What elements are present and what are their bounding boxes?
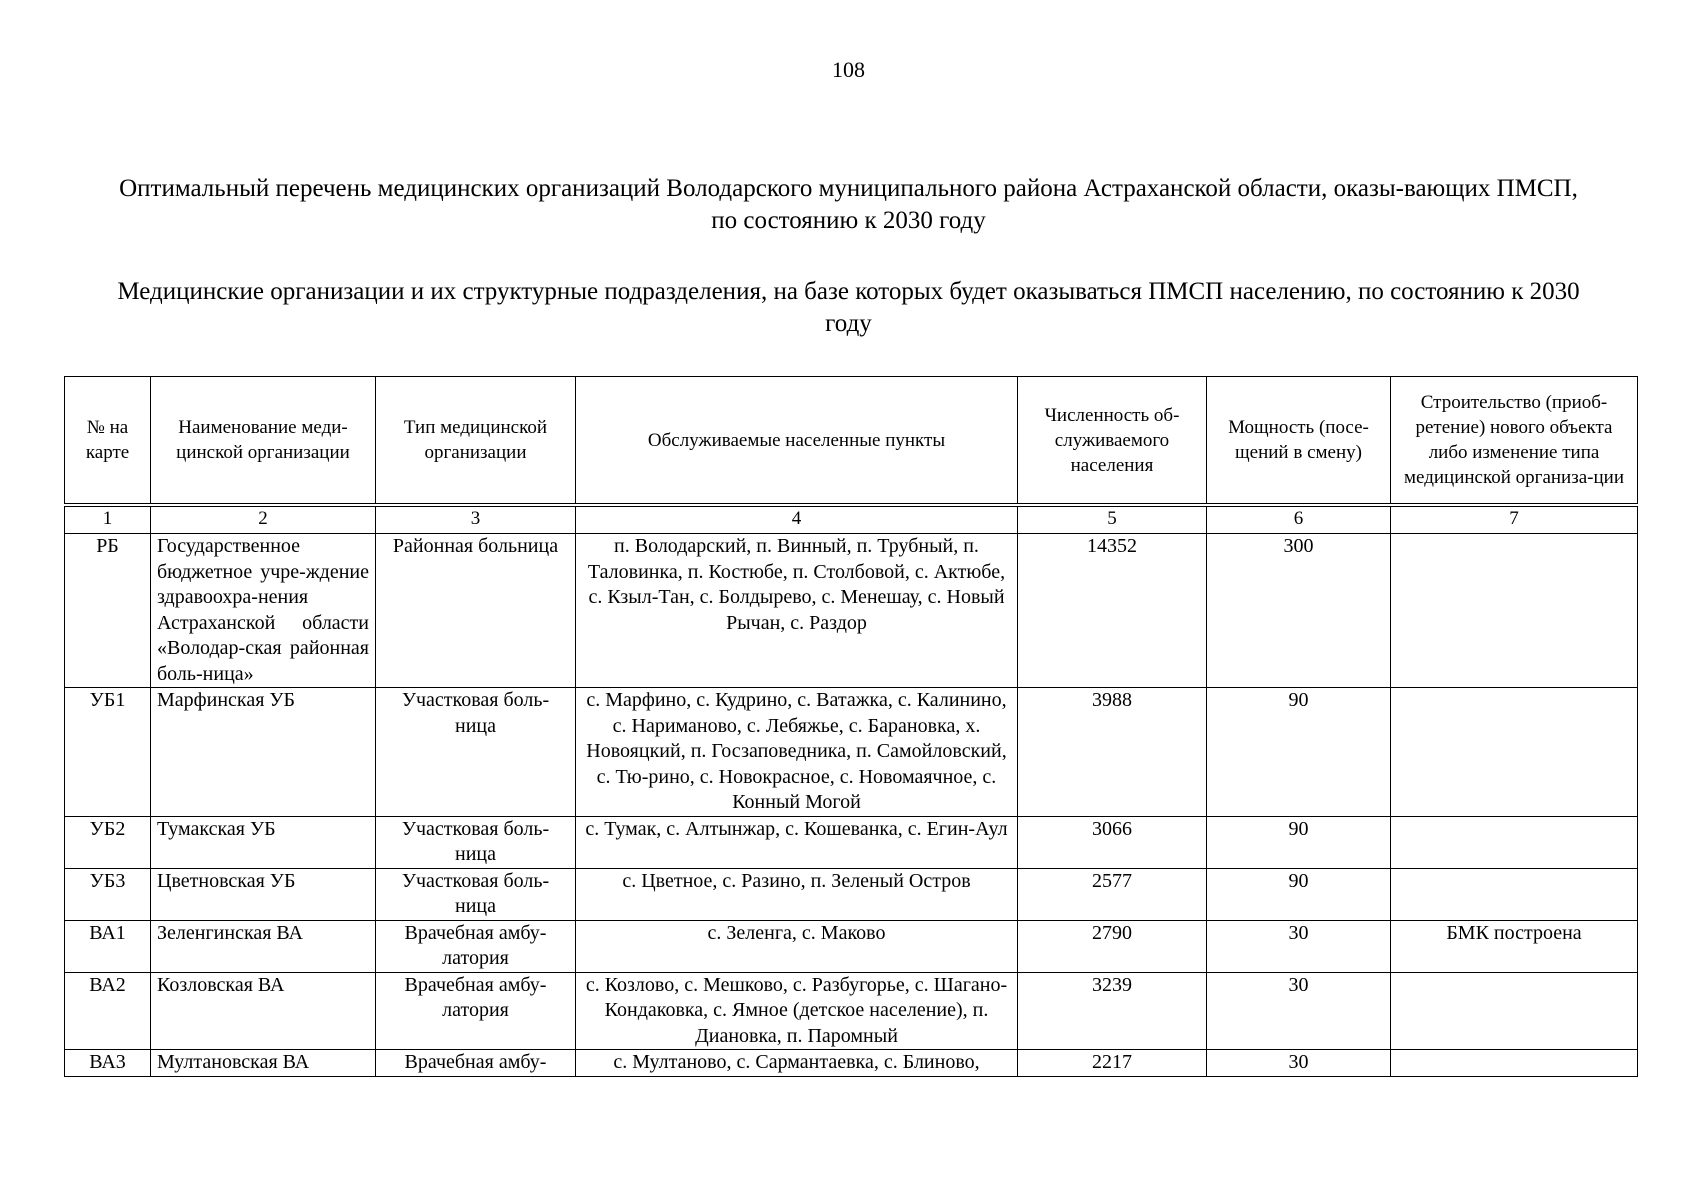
column-number: 1 xyxy=(65,505,151,534)
settlements-cell: с. Мултаново, с. Сармантаевка, с. Блиново, xyxy=(576,1050,1018,1077)
header-settlements: Обслуживаемые населенные пункты xyxy=(576,377,1018,506)
header-org-type: Тип медицинской организации xyxy=(376,377,576,506)
table-row xyxy=(65,920,1638,972)
construction-cell xyxy=(1391,868,1638,920)
map-code-cell: ВА1 xyxy=(65,920,151,972)
capacity-cell: 90 xyxy=(1207,816,1391,868)
table-row xyxy=(65,534,1638,688)
organizations-table xyxy=(64,376,1638,1077)
capacity-cell: 30 xyxy=(1207,1050,1391,1077)
header-construction: Строительство (приоб-ретение) нового объекта либо изменение типа медицинской организа-ции xyxy=(1391,377,1638,506)
settlements-cell: с. Зеленга, с. Маково xyxy=(576,920,1018,972)
table-row xyxy=(65,972,1638,1050)
header-population: Численность об-служиваемого населения xyxy=(1018,377,1207,506)
column-number: 7 xyxy=(1391,505,1638,534)
org-name-cell: Цветновская УБ xyxy=(151,868,376,920)
settlements-cell: с. Марфино, с. Кудрино, с. Ватажка, с. Калинино, с. Нариманово, с. Лебяжье, с. Барановка, х. Новояцкий, п. Госзаповедника, п. Самойловский, с. Тю-рино, с. Новокрасное, с. Новомаячное, с. Конный Могой xyxy=(576,688,1018,817)
capacity-cell: 30 xyxy=(1207,972,1391,1050)
column-number-row xyxy=(65,505,1638,534)
table-row xyxy=(65,1050,1638,1077)
table-row xyxy=(65,816,1638,868)
map-code-cell: ВА2 xyxy=(65,972,151,1050)
org-name-cell: Государственное бюджетное учре-ждение здравоохра-нения Астраханской области «Володар-ская районная боль-ница» xyxy=(151,534,376,688)
population-cell: 3988 xyxy=(1018,688,1207,817)
table-title: Медицинские организации и их структурные подразделения, на базе которых будет оказываться ПМСП населению, по состоянию к 2030 году xyxy=(117,278,1580,337)
org-name-cell: Козловская ВА xyxy=(151,972,376,1050)
map-code-cell: УБ2 xyxy=(65,816,151,868)
org-name-cell: Зеленгинская ВА xyxy=(151,920,376,972)
capacity-cell: 90 xyxy=(1207,868,1391,920)
table-header-row xyxy=(65,377,1638,506)
header-org-name: Наименование меди-цинской организации xyxy=(151,377,376,506)
document-title: Оптимальный перечень медицинских организаций Володарского муниципального района Астраханской области, оказы-вающих ПМСП, по состоянию к 2030 году xyxy=(119,175,1578,234)
population-cell: 3239 xyxy=(1018,972,1207,1050)
org-name-cell: Тумакская УБ xyxy=(151,816,376,868)
population-cell: 2790 xyxy=(1018,920,1207,972)
map-code-cell: УБ3 xyxy=(65,868,151,920)
population-cell: 2217 xyxy=(1018,1050,1207,1077)
construction-cell xyxy=(1391,1050,1638,1077)
column-number: 6 xyxy=(1207,505,1391,534)
capacity-cell: 90 xyxy=(1207,688,1391,817)
org-type-cell: Участковая боль-ница xyxy=(376,688,576,817)
population-cell: 2577 xyxy=(1018,868,1207,920)
capacity-cell: 300 xyxy=(1207,534,1391,688)
map-code-cell: РБ xyxy=(65,534,151,688)
org-name-cell: Мултановская ВА xyxy=(151,1050,376,1077)
table-row xyxy=(65,868,1638,920)
org-type-cell: Участковая боль-ница xyxy=(376,868,576,920)
column-number: 4 xyxy=(576,505,1018,534)
settlements-cell: п. Володарский, п. Винный, п. Трубный, п. Таловинка, п. Костюбе, п. Столбовой, с. Актюбе, с. Кзыл-Тан, с. Болдырево, с. Менешау, с. Новый Рычан, с. Раздор xyxy=(576,534,1018,688)
org-type-cell: Районная больница xyxy=(376,534,576,688)
construction-cell xyxy=(1391,816,1638,868)
org-name-cell: Марфинская УБ xyxy=(151,688,376,817)
org-type-cell: Врачебная амбу- xyxy=(376,1050,576,1077)
construction-cell: БМК построена xyxy=(1391,920,1638,972)
header-capacity: Мощность (посе-щений в смену) xyxy=(1207,377,1391,506)
org-type-cell: Врачебная амбу-латория xyxy=(376,920,576,972)
capacity-cell: 30 xyxy=(1207,920,1391,972)
population-cell: 3066 xyxy=(1018,816,1207,868)
construction-cell xyxy=(1391,688,1638,817)
map-code-cell: ВА3 xyxy=(65,1050,151,1077)
map-code-cell: УБ1 xyxy=(65,688,151,817)
settlements-cell: с. Тумак, с. Алтынжар, с. Кошеванка, с. Егин-Аул xyxy=(576,816,1018,868)
page-number: 108 xyxy=(832,57,865,82)
column-number: 3 xyxy=(376,505,576,534)
org-type-cell: Врачебная амбу-латория xyxy=(376,972,576,1050)
construction-cell xyxy=(1391,534,1638,688)
column-number: 2 xyxy=(151,505,376,534)
org-type-cell: Участковая боль-ница xyxy=(376,816,576,868)
header-map-number: № на карте xyxy=(65,377,151,506)
construction-cell xyxy=(1391,972,1638,1050)
table-row xyxy=(65,688,1638,817)
population-cell: 14352 xyxy=(1018,534,1207,688)
settlements-cell: с. Цветное, с. Разино, п. Зеленый Остров xyxy=(576,868,1018,920)
settlements-cell: с. Козлово, с. Мешково, с. Разбугорье, с. Шагано-Кондаковка, с. Ямное (детское население), п. Диановка, п. Паромный xyxy=(576,972,1018,1050)
column-number: 5 xyxy=(1018,505,1207,534)
